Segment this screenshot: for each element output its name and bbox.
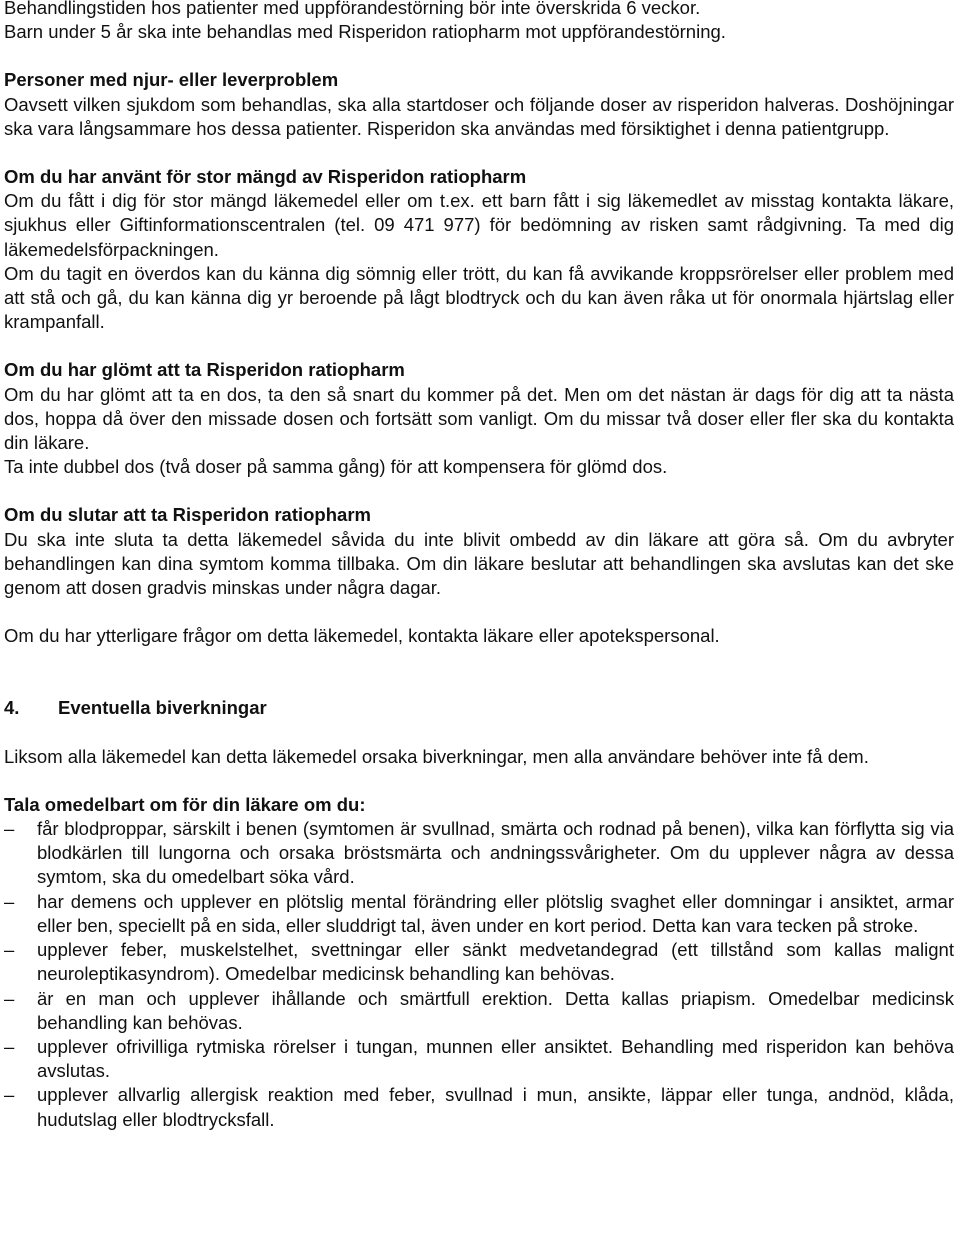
list-item: [4, 1035, 954, 1083]
intro-line-2: Barn under 5 år ska inte behandlas med Risperidon ratiopharm mot uppförandestörning.: [4, 21, 726, 43]
forgot-text-1: Om du har glömt att ta en dos, ta den så snart du kommer på det. Men om det nästan är dags för dig att ta nästa dos, hoppa då över den missade dosen och fortsätt som vanligt. Om du missar två doser eller fler ska du kontakta din läkare.: [4, 383, 954, 454]
intro-line-1: Behandlingstiden hos patienter med uppförandestörning bör inte överskrida 6 veckor.: [4, 0, 701, 18]
list-item-text: får blodproppar, särskilt i benen (symtomen är svullnad, smärta och rodnad på benen), vilka kan förflytta sig via blodkärlen till lungorna och orsaka bröstsmärta och andningssvårigheter. Om du upplever några av dessa symtom, ska du omedelbart söka vård.: [37, 818, 954, 888]
list-item: [4, 938, 954, 986]
list-item: [4, 817, 954, 890]
dash-bullet-icon: –: [4, 818, 15, 840]
forgot-section: [4, 358, 954, 479]
overdose-section: [4, 165, 954, 334]
overdose-heading: Om du har använt för stor mängd av Risperidon ratiopharm: [4, 166, 527, 188]
dash-bullet-icon: –: [4, 987, 15, 1009]
overdose-text-2: Om du tagit en överdos kan du känna dig sömnig eller trött, du kan få avvikande kroppsrörelser eller problem med att stå och gå, du kan känna dig yr beroende på lågt blodtryck och du kan även råka ut för onormala hjärtslag eller krampanfall.: [4, 262, 954, 333]
section-4-title: Eventuella biverkningar: [58, 697, 267, 719]
forgot-heading: Om du har glömt att ta Risperidon ratiopharm: [4, 359, 405, 381]
list-item-text: upplever feber, muskelstelhet, svettningar eller sänkt medvetandegrad (ett tillstånd som kallas malignt neuroleptikasyndrom). Omedelbar medicinsk behandling kan behövas.: [37, 939, 954, 985]
kidney-liver-heading: Personer med njur- eller leverproblem: [4, 69, 339, 91]
list-item-text: upplever allvarlig allergisk reaktion med feber, svullnad i mun, ansikte, läppar eller tunga, andnöd, klåda, hudutslag eller blodtrycksfall.: [37, 1084, 954, 1130]
list-item-text: har demens och upplever en plötslig mental förändring eller plötslig svaghet eller domningar i ansiktet, armar eller ben, speciellt på en sida, eller sluddrigt tal, även under en kort period. Detta kan vara tecken på stroke.: [37, 890, 954, 936]
overdose-text-1: Om du fått i dig för stor mängd läkemedel eller om t.ex. ett barn fått i sig läkemedlet av misstag kontakta läkare, sjukhus eller Giftinformationscentralen (tel. 09 471 977) för bedömning av risken samt rådgivning. Ta med dig läkemedelsförpackningen.: [4, 190, 954, 260]
list-item-text: upplever ofrivilliga rytmiska rörelser i tungan, munnen eller ansiktet. Behandling med risperidon kan behöva avslutas.: [37, 1035, 954, 1082]
dash-bullet-icon: –: [4, 939, 15, 961]
list-item-text: är en man och upplever ihållande och smärtfull erektion. Detta kallas priapism. Omedelbar medicinsk behandling kan behövas.: [37, 987, 954, 1033]
stop-section: [4, 503, 954, 600]
dash-bullet-icon: –: [4, 1035, 15, 1057]
section-4-intro: Liksom alla läkemedel kan detta läkemedel orsaka biverkningar, men alla användare behöver inte få dem.: [4, 745, 869, 767]
dash-bullet-icon: –: [4, 1084, 15, 1106]
kidney-liver-section: [4, 68, 954, 141]
section-4-number: 4.: [4, 697, 20, 719]
list-item: [4, 987, 954, 1035]
questions-section: [4, 624, 954, 648]
list-item: [4, 1083, 954, 1131]
forgot-text-2: Ta inte dubbel dos (två doser på samma gång) för att kompensera för glömd dos.: [4, 456, 668, 478]
intro-block: [4, 0, 954, 44]
questions-text: Om du har ytterligare frågor om detta läkemedel, kontakta läkare eller apotekspersonal.: [4, 625, 720, 647]
kidney-liver-text: Oavsett vilken sjukdom som behandlas, ska alla startdoser och följande doser av risperidon halveras. Doshöjningar ska vara långsammare hos dessa patienter. Risperidon ska användas med försiktighet i denna patientgrupp.: [4, 93, 954, 139]
urgent-heading: Tala omedelbart om för din läkare om du:: [4, 793, 366, 815]
stop-heading: Om du slutar att ta Risperidon ratiopharm: [4, 504, 371, 526]
dash-bullet-icon: –: [4, 890, 15, 912]
urgent-list: [4, 817, 954, 1132]
document-body: [4, 0, 954, 1132]
stop-text: Du ska inte sluta ta detta läkemedel såvida du inte blivit ombedd av din läkare att göra så. Om du avbryter behandlingen kan dina symtom komma tillbaka. Om din läkare beslutar att behandlingen ska avslutas kan det ske genom att dosen gradvis minskas under några dagar.: [4, 528, 954, 599]
section-4: [4, 696, 954, 768]
list-item: [4, 890, 954, 938]
urgent-section: [4, 793, 954, 1132]
section-4-heading: [4, 696, 954, 720]
